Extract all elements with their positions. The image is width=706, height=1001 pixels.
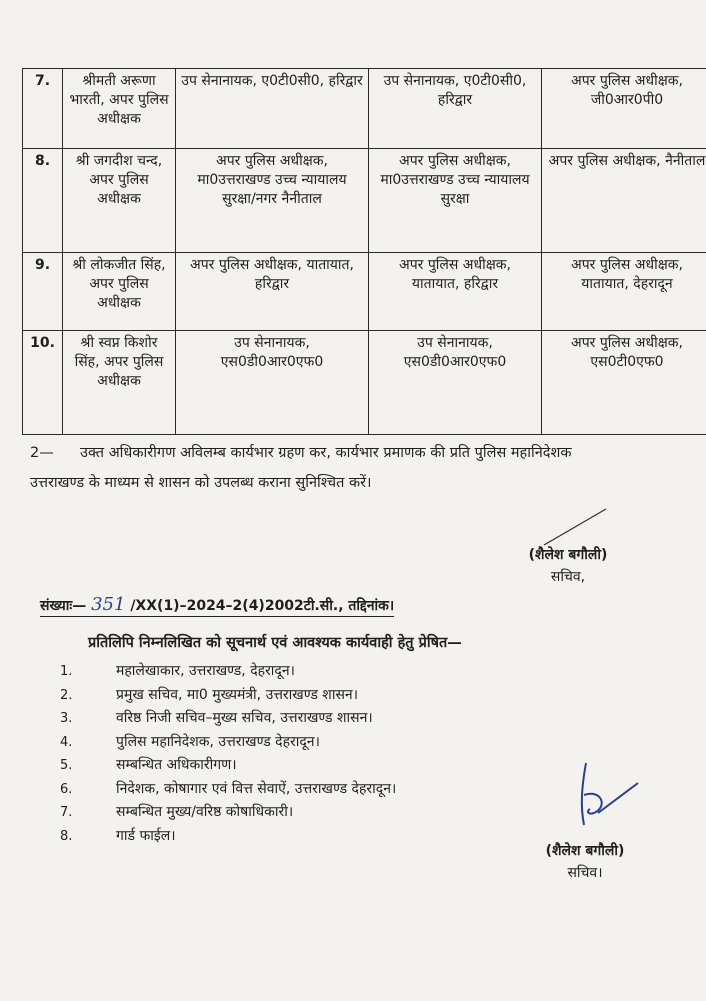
list-text: निदेशक, कोषागार एवं वित्त सेवाऐं, उत्तराखण्ड देहरादून। xyxy=(116,780,397,797)
list-number: 3. xyxy=(60,711,73,726)
officer-name: श्री लोकजीत सिंह, अपर पुलिस अधीक्षक xyxy=(63,253,176,331)
signatory-title: सचिव। xyxy=(567,865,603,881)
officer-name: श्री जगदीश चन्द, अपर पुलिस अधीक्षक xyxy=(63,149,176,253)
list-number: 8. xyxy=(60,828,73,844)
signatory-name: (शैलेश बगौली) xyxy=(545,843,625,859)
signature-initials-icon xyxy=(568,755,648,835)
signatory-name: (शैलेश बगौली) xyxy=(528,547,608,563)
signature-block-2 xyxy=(520,840,650,884)
table-row xyxy=(23,69,706,149)
list-text: वरिष्ठ निजी सचिव–मुख्य सचिव, उत्तराखण्ड शासन। xyxy=(116,710,373,726)
list-text: सम्बन्धित मुख्य/वरिष्ठ कोषाधिकारी। xyxy=(116,804,294,820)
paragraph-line-1: उक्त अधिकारीगण अविलम्ब कार्यभार ग्रहण कर, कार्यभार प्रमाणक की प्रति पुलिस महानिदेशक xyxy=(80,445,572,461)
row-number: 8. xyxy=(23,149,63,253)
list-item xyxy=(60,707,396,731)
list-number: 4. xyxy=(60,734,73,750)
officer-name: श्री स्वप्न किशोर सिंह, अपर पुलिस अधीक्षक xyxy=(63,331,176,435)
assigned-post: अपर पुलिस अधीक्षक, जी0आर0पी0 xyxy=(542,69,706,149)
row-number: 10. xyxy=(23,331,63,435)
list-text: सम्बन्धित अधिकारीगण। xyxy=(116,757,237,773)
list-number: 7. xyxy=(60,805,73,820)
reference-handwritten-number: 351 xyxy=(91,594,126,615)
list-item xyxy=(60,825,396,849)
list-text: प्रमुख सचिव, मा0 मुख्यमंत्री, उत्तराखण्ड शासन। xyxy=(116,686,358,703)
copy-heading: प्रतिलिपि निम्नलिखित को सूचनार्थ एवं आवश्यक कार्यवाही हेतु प्रेषित— xyxy=(88,635,462,651)
list-number: 2. xyxy=(60,687,73,703)
paragraph-line-2: उत्तराखण्ड के माध्यम से शासन को उपलब्ध कराना सुनिश्चित करें। xyxy=(30,475,372,491)
list-number: 6. xyxy=(60,781,73,797)
list-item xyxy=(60,754,396,778)
reference-prefix: संख्याः— xyxy=(40,598,87,614)
list-item xyxy=(60,801,396,825)
new-post: अपर पुलिस अधीक्षक, यातायात, हरिद्वार xyxy=(369,253,542,331)
list-text: गार्ड फाईल। xyxy=(116,827,176,844)
list-item xyxy=(60,778,396,802)
current-post: उप सेनानायक, एस0डी0आर0एफ0 xyxy=(176,331,369,435)
list-item xyxy=(60,660,396,684)
list-number: 1. xyxy=(60,664,73,679)
postings-table xyxy=(22,68,706,435)
reference-number xyxy=(40,594,394,617)
table-row xyxy=(23,149,706,253)
reference-suffix: /XX(1)–2024–2(4)2002टी.सी., तद्दिनांक। xyxy=(130,598,395,614)
current-post: अपर पुलिस अधीक्षक, मा0उत्तराखण्ड उच्च न्यायालय सुरक्षा/नगर नैनीताल xyxy=(176,149,369,253)
table-row xyxy=(23,253,706,331)
table-row xyxy=(23,331,706,435)
list-number: 5. xyxy=(60,758,73,773)
row-number: 9. xyxy=(23,253,63,331)
assigned-post: अपर पुलिस अधीक्षक, यातायात, देहरादून xyxy=(542,253,706,331)
copy-list xyxy=(60,660,396,848)
assigned-post: अपर पुलिस अधीक्षक, एस0टी0एफ0 xyxy=(542,331,706,435)
list-text: पुलिस महानिदेशक, उत्तराखण्ड देहरादून। xyxy=(116,733,320,750)
new-post: अपर पुलिस अधीक्षक, मा0उत्तराखण्ड उच्च न्यायालय सुरक्षा xyxy=(369,149,542,253)
new-post: उप सेनानायक, एस0डी0आर0एफ0 xyxy=(369,331,542,435)
signatory-title: सचिव, xyxy=(550,569,586,585)
paragraph-number: 2— xyxy=(30,445,54,461)
current-post: अपर पुलिस अधीक्षक, यातायात, हरिद्वार xyxy=(176,253,369,331)
list-item xyxy=(60,684,396,708)
signature-block-1 xyxy=(508,544,628,588)
officer-name: श्रीमती अरूणा भारती, अपर पुलिस अधीक्षक xyxy=(63,69,176,149)
paragraph-2 xyxy=(30,438,706,498)
assigned-post: अपर पुलिस अधीक्षक, नैनीताल xyxy=(542,149,706,253)
new-post: उप सेनानायक, ए0टी0सी0, हरिद्वार xyxy=(369,69,542,149)
row-number: 7. xyxy=(23,69,63,149)
list-item xyxy=(60,731,396,755)
list-text: महालेखाकार, उत्तराखण्ड, देहरादून। xyxy=(116,663,295,679)
current-post: उप सेनानायक, ए0टी0सी0, हरिद्वार xyxy=(176,69,369,149)
